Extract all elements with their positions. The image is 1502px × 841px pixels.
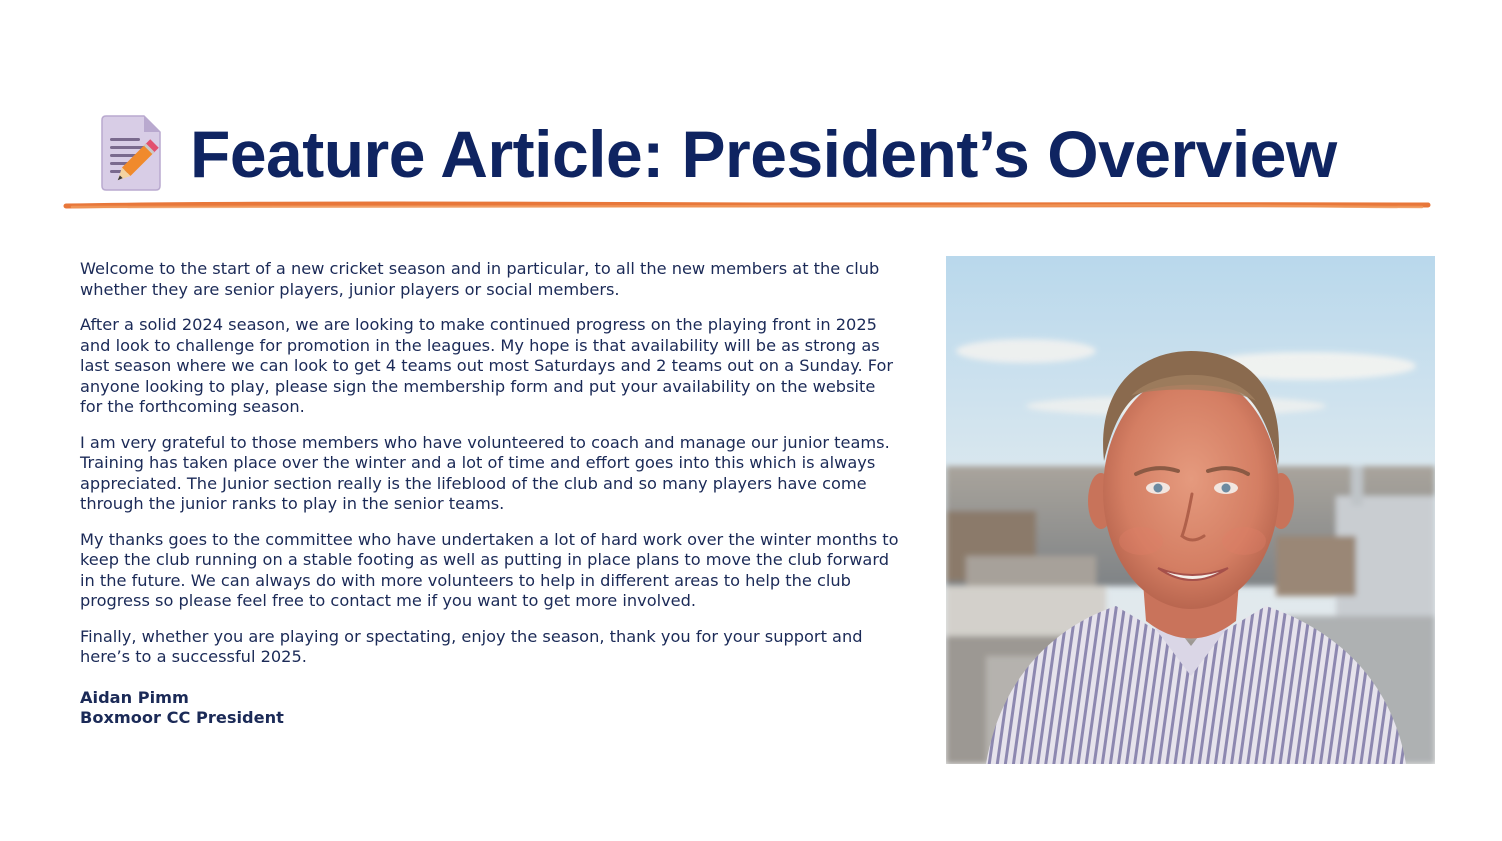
article-paragraph: My thanks goes to the committee who have undertaken a lot of hard work over the winter months to keep the club running on a stable footing as well as putting in place plans to move the club forward in the future. We can always do with more volunteers to help in different areas to help the club progress so please feel free to contact me if you want to get more involved.: [80, 529, 899, 610]
portrait-photo: [946, 256, 1435, 764]
signature-role: Boxmoor CC President: [80, 708, 284, 727]
signature: [80, 688, 900, 729]
memo-pencil-icon: [98, 114, 168, 192]
signature-name: Aidan Pimm: [80, 687, 189, 707]
article-paragraph: I am very grateful to those members who have volunteered to coach and manage our junior teams. Training has taken place over the winter and a lot of time and effort goes into this which is always appreciated. The Junior section really is the lifeblood of the club and so many players have come through the junior ranks to play in the senior teams.: [80, 432, 890, 513]
page-title: Feature Article: President’s Overview: [190, 117, 1337, 191]
title-underline: [62, 196, 1432, 216]
article-body: [80, 259, 900, 729]
article-paragraph: Finally, whether you are playing or spectating, enjoy the season, thank you for your support and here’s to a successful 2025.: [80, 626, 863, 666]
article-paragraph: Welcome to the start of a new cricket season and in particular, to all the new members at the club whether they are senior players, junior players or social members.: [80, 259, 880, 299]
article-paragraph: After a solid 2024 season, we are looking to make continued progress on the playing front in 2025 and look to challenge for promotion in the leagues. My hope is that availability will be as strong as last season where we can look to get 4 teams out most Saturdays and 2 teams out on a Sunday. For anyone looking to play, please sign the membership form and put your availability on the website for the forthcoming season.: [80, 315, 894, 416]
